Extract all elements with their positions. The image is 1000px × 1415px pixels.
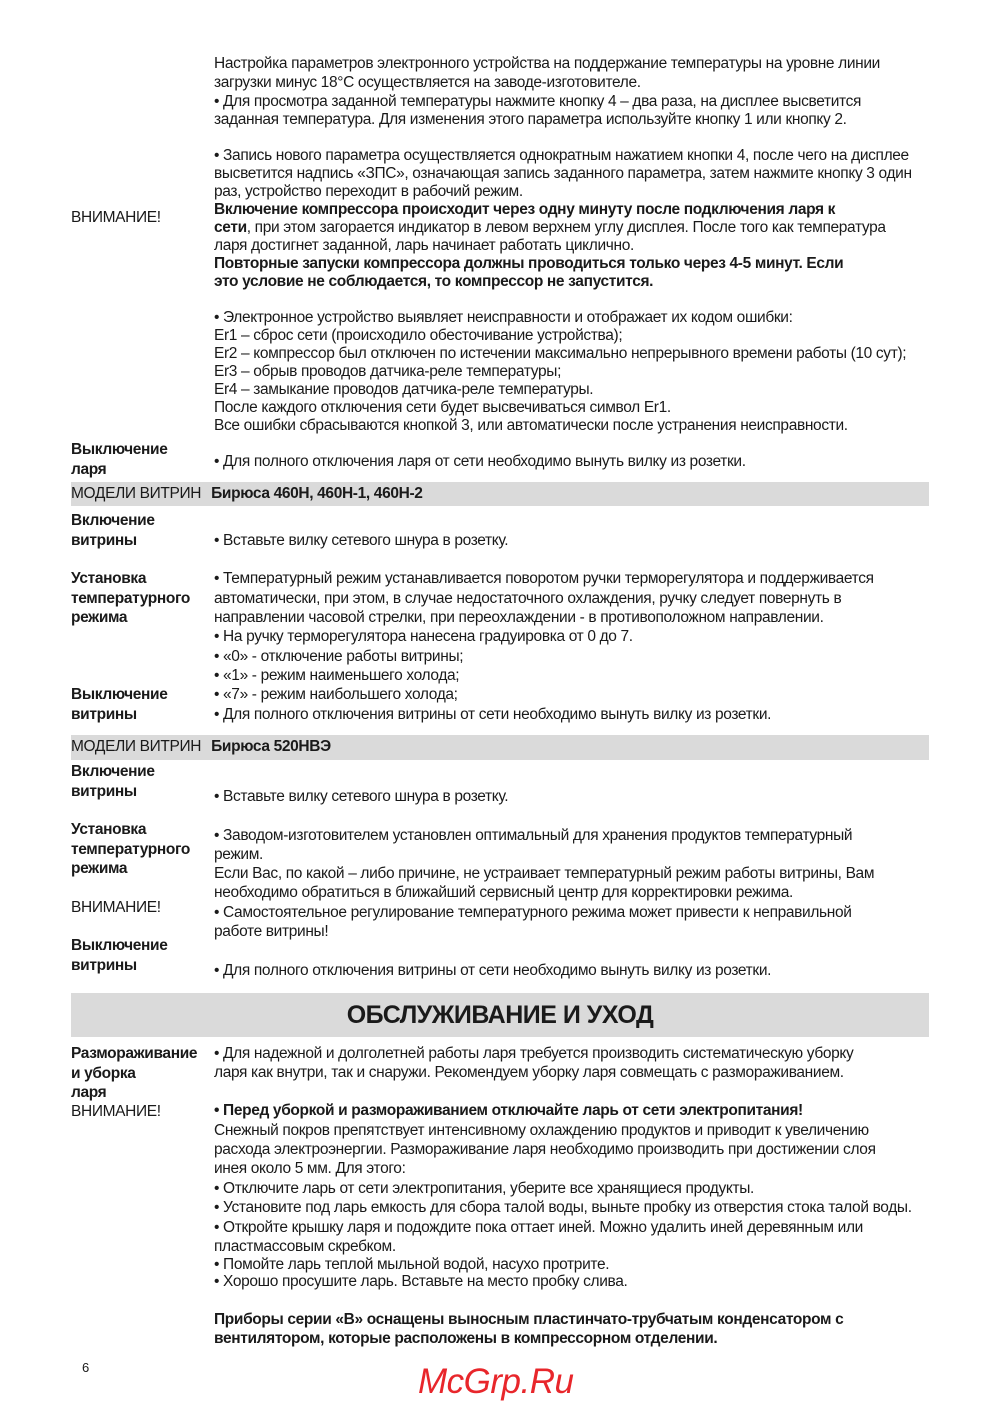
text-line xyxy=(214,590,841,608)
side-label: ларя xyxy=(71,1084,107,1101)
text-segment: • Самостоятельное регулирование температурного режима может привести к неправильной xyxy=(214,904,852,921)
text-line xyxy=(214,1064,844,1082)
text-line xyxy=(214,1273,628,1291)
side-label: Выключение xyxy=(71,686,168,703)
models-band-460 xyxy=(71,482,929,506)
text-segment: направлении часовой стрелки, при переохлаждении - в противоположном направлении. xyxy=(214,609,824,626)
text-segment: Настройка параметров электронного устройства на поддержание температуры на уровне линии xyxy=(214,55,880,72)
text-segment: заданная температура. Для изменения этого параметра используйте кнопку 1 или кнопку 2. xyxy=(214,111,847,128)
text-segment: • «7» - режим наибольшего холода; xyxy=(214,686,458,703)
text-segment: , при этом загорается индикатор в левом верхнем углу дисплея. После того как температура xyxy=(246,219,886,236)
side-label: Установка xyxy=(71,570,147,587)
text-segment: Если Вас, по какой – либо причине, не устраивает температурный режим работы витрины, Вам xyxy=(214,865,875,882)
text-segment: • Температурный режим устанавливается поворотом ручки терморегулятора и поддерживается xyxy=(214,570,874,587)
band-prefix: МОДЕЛИ ВИТРИН xyxy=(71,485,202,502)
bold-text: • Перед уборкой и размораживанием отключайте ларь от сети электропитания! xyxy=(214,1102,803,1119)
text-segment: загрузки минус 18°С осуществляется на заводе-изготовителе. xyxy=(214,74,641,91)
text-line xyxy=(214,165,912,183)
text-line xyxy=(214,111,847,129)
text-line xyxy=(214,417,848,435)
text-line xyxy=(214,309,793,327)
text-segment: • Для полного отключения ларя от сети необходимо вынуть вилку из розетки. xyxy=(214,453,746,470)
side-label: ВНИМАНИЕ! xyxy=(71,1103,161,1120)
side-label: температурного xyxy=(71,841,191,858)
text-line xyxy=(214,1256,609,1274)
text-segment: • Для просмотра заданной температуры нажмите кнопку 4 – два раза, на дисплее высветится xyxy=(214,93,862,110)
text-segment: Снежный покров препятствует интенсивному охлаждению продуктов и приводит к увеличению xyxy=(214,1122,869,1139)
side-label: ларя xyxy=(71,461,107,478)
text-segment: • Вставьте вилку сетевого шнура в розетку. xyxy=(214,532,509,549)
text-segment: инея около 5 мм. Для этого: xyxy=(214,1160,406,1177)
side-label: Выключение xyxy=(71,937,168,954)
text-segment: расхода электроэнергии. Размораживание ларя необходимо производить при достижении слоя xyxy=(214,1141,876,1158)
text-segment: Er2 – компрессор был отключен по истечении максимально непрерывного времени работы (10 сут); xyxy=(214,345,907,362)
bold-text: сети xyxy=(214,219,247,236)
text-segment: После каждого отключения сети будет высвечиваться символ Er1. xyxy=(214,399,671,416)
text-segment: ларя как внутри, так и снаружи. Рекомендуем уборку ларя совмещать с размораживанием. xyxy=(214,1064,844,1081)
side-label: Выключение xyxy=(71,441,168,458)
text-segment: • Вставьте вилку сетевого шнура в розетку. xyxy=(214,788,509,805)
text-line xyxy=(214,628,633,646)
text-line xyxy=(214,183,523,201)
text-line xyxy=(214,648,463,666)
text-segment: • Откройте крышку ларя и подождите пока оттает иней. Можно удалить иней деревянным или xyxy=(214,1219,863,1236)
text-segment: • Для надежной и долголетней работы ларя требуется производить систематическую уборку xyxy=(214,1045,854,1062)
text-line xyxy=(214,363,561,381)
text-line xyxy=(214,923,328,941)
watermark-logo: McGrp.Ru xyxy=(418,1362,574,1401)
text-line xyxy=(214,1141,876,1159)
text-line xyxy=(214,788,508,806)
side-label: Включение xyxy=(71,512,155,529)
text-segment: • Для полного отключения витрины от сети необходимо вынуть вилку из розетки. xyxy=(214,706,772,723)
text-segment: необходимо обратиться в ближайший сервисный центр для корректировки режима. xyxy=(214,884,794,901)
text-line xyxy=(214,201,835,219)
text-line xyxy=(214,884,793,902)
text-line xyxy=(214,399,671,417)
text-line xyxy=(214,865,874,883)
text-segment: режим. xyxy=(214,846,263,863)
text-line xyxy=(214,706,771,724)
side-label: Размораживание xyxy=(71,1045,198,1062)
text-segment: автоматически, при этом, в случае недостаточного охлаждения, ручку следует повернуть в xyxy=(214,590,842,607)
text-segment: • Установите под ларь емкость для сбора талой воды, выньте пробку из отверстия стока талой воды. xyxy=(214,1199,912,1216)
bold-text: это условие не соблюдается, то компрессор не запустится. xyxy=(214,273,654,290)
text-line xyxy=(214,74,641,92)
side-label: режима xyxy=(71,860,128,877)
bold-text: Приборы серии «В» оснащены выносным пластинчато-трубчатым конденсатором с xyxy=(214,1311,844,1328)
models-band-520 xyxy=(71,735,929,760)
text-line xyxy=(214,1219,863,1237)
text-segment: ларя достигнет заданной, ларь начинает работать циклично. xyxy=(214,237,634,254)
text-segment: • Отключите ларь от сети электропитания, уберите все хранящиеся продукты. xyxy=(214,1180,754,1197)
text-line xyxy=(214,381,593,399)
text-line xyxy=(214,1330,717,1348)
text-line xyxy=(214,846,263,864)
text-segment: • Для полного отключения витрины от сети необходимо вынуть вилку из розетки. xyxy=(214,962,772,979)
text-line xyxy=(214,255,843,273)
bold-text: Повторные запуски компрессора должны проводиться только через 4-5 минут. Если xyxy=(214,255,844,272)
text-segment: • «0» - отключение работы витрины; xyxy=(214,648,464,665)
text-line xyxy=(214,273,653,291)
text-segment: работе витрины! xyxy=(214,923,329,940)
text-segment: Все ошибки сбрасываются кнопкой 3, или автоматически после устранения неисправности. xyxy=(214,417,848,434)
text-segment: • «1» - режим наименьшего холода; xyxy=(214,667,460,684)
text-segment: • Помойте ларь теплой мыльной водой, насухо протрите. xyxy=(214,1256,610,1273)
band-line xyxy=(71,485,423,503)
text-line xyxy=(214,1199,912,1217)
side-label: витрины xyxy=(71,532,137,549)
side-label: температурного xyxy=(71,590,191,607)
band-prefix: МОДЕЛИ ВИТРИН xyxy=(71,738,202,755)
text-line xyxy=(214,570,874,588)
band-model: Бирюса 460Н, 460Н-1, 460Н-2 xyxy=(211,485,423,502)
text-line xyxy=(214,327,622,345)
bold-text: Включение компрессора происходит через одну минуту после подключения ларя к xyxy=(214,201,836,218)
text-segment: раз, устройство переходит в рабочий режим. xyxy=(214,183,523,200)
text-line xyxy=(214,1045,853,1063)
text-segment: • На ручку терморегулятора нанесена градуировка от 0 до 7. xyxy=(214,628,633,645)
text-line xyxy=(214,667,459,685)
text-line xyxy=(214,904,852,922)
text-line xyxy=(214,219,886,237)
text-line xyxy=(214,827,852,845)
page-number: 6 xyxy=(82,1360,90,1375)
text-segment: Er1 – сброс сети (происходило обесточивание устройства); xyxy=(214,327,623,344)
text-line xyxy=(214,55,880,73)
text-segment: • Электронное устройство выявляет неисправности и отображает их кодом ошибки: xyxy=(214,309,793,326)
text-line xyxy=(214,962,771,980)
text-segment: Er4 – замыкание проводов датчика-реле температуры. xyxy=(214,381,594,398)
side-label: витрины xyxy=(71,783,137,800)
text-segment: • Заводом-изготовителем установлен оптимальный для хранения продуктов температурный xyxy=(214,827,853,844)
text-line xyxy=(214,237,634,255)
text-segment: пластмассовым скребком. xyxy=(214,1238,396,1255)
text-line xyxy=(214,609,824,627)
side-label: режима xyxy=(71,609,128,626)
text-line xyxy=(214,453,746,471)
text-line xyxy=(214,93,861,111)
text-line xyxy=(214,345,906,363)
text-line xyxy=(214,1102,803,1120)
bold-text: вентилятором, которые расположены в компрессорном отделении. xyxy=(214,1330,718,1347)
side-label: и уборка xyxy=(71,1065,136,1082)
side-label: витрины xyxy=(71,957,137,974)
text-segment: • Запись нового параметра осуществляется однократным нажатием кнопки 4, после чего на дисплее xyxy=(214,147,909,164)
side-label: ВНИМАНИЕ! xyxy=(71,899,161,916)
text-segment: Er3 – обрыв проводов датчика-реле температуры; xyxy=(214,363,562,380)
text-line xyxy=(214,1180,754,1198)
side-label: Включение xyxy=(71,763,155,780)
side-label: ВНИМАНИЕ! xyxy=(71,209,161,226)
text-line xyxy=(214,1311,843,1329)
text-segment: высветится надпись «ЗПС», означающая запись заданного параметра, затем нажмите кнопку 3 один xyxy=(214,165,912,182)
text-line xyxy=(214,1160,406,1178)
band-model: Бирюса 520НВЭ xyxy=(211,738,331,755)
band-line xyxy=(71,738,331,756)
text-line xyxy=(214,532,508,550)
side-label: Установка xyxy=(71,821,147,838)
text-segment: • Хорошо просушите ларь. Вставьте на место пробку слива. xyxy=(214,1273,628,1290)
side-label: витрины xyxy=(71,706,137,723)
text-line xyxy=(214,686,458,704)
section-heading: ОБСЛУЖИВАНИЕ И УХОД xyxy=(71,993,929,1037)
text-line xyxy=(214,1238,396,1256)
text-line xyxy=(214,1122,869,1140)
text-line xyxy=(214,147,909,165)
